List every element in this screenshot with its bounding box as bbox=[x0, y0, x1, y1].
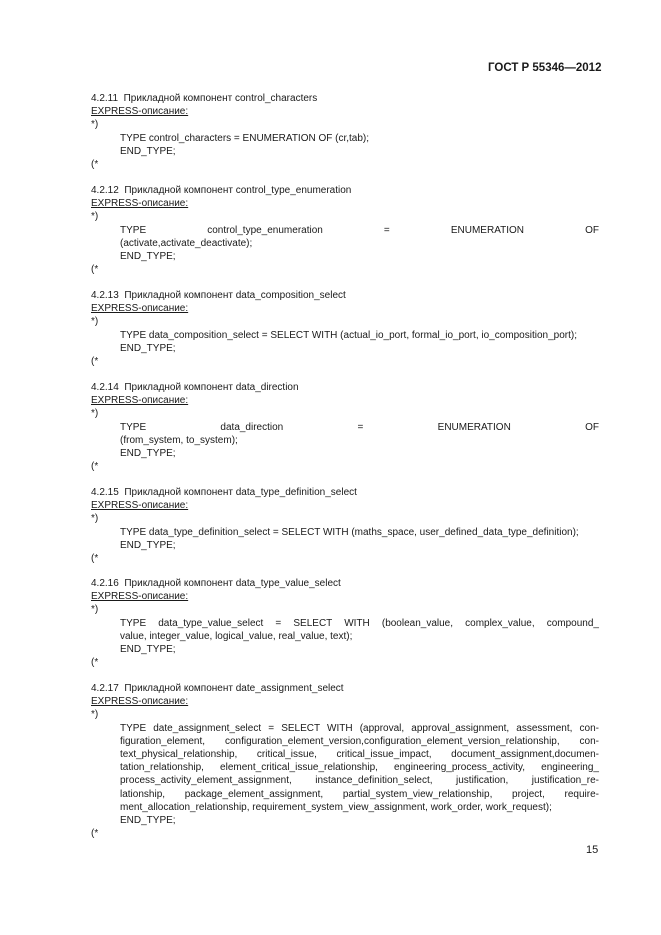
comment-close-marker: *) bbox=[91, 709, 99, 721]
express-label: EXPRESS-описание: bbox=[91, 198, 189, 210]
express-label: EXPRESS-описание: bbox=[91, 106, 189, 118]
section-title: 4.2.12 Прикладной компонент control_type_enumeration bbox=[91, 185, 352, 196]
end-type-line: END_TYPE; bbox=[120, 342, 176, 354]
express-label: EXPRESS-описание: bbox=[91, 696, 189, 708]
express-label: EXPRESS-описание: bbox=[91, 591, 189, 603]
comment-open-marker: (* bbox=[91, 264, 99, 276]
end-type-line: END_TYPE; bbox=[120, 251, 176, 262]
section-title: 4.2.15 Прикладной компонент data_type_definition_select bbox=[91, 487, 357, 498]
end-type-line: END_TYPE; bbox=[120, 644, 176, 655]
end-type-line: END_TYPE; bbox=[120, 145, 176, 157]
code-line: TYPE data_type_value_select = SELECT WITH (boolean_value, complex_value, compound_ bbox=[120, 617, 599, 629]
comment-close-marker: *) bbox=[91, 513, 99, 525]
code-line: process_activity_element_assignment, instance_definition_select, justification, justification_re- bbox=[120, 775, 599, 787]
code-line: (from_system, to_system); bbox=[120, 434, 238, 446]
code-line: TYPE control_characters = ENUMERATION OF (cr,tab); bbox=[120, 132, 370, 144]
code-line: ment_allocation_relationship, requirement_system_view_assignment, work_order, work_request); bbox=[120, 801, 552, 813]
express-label: EXPRESS-описание: bbox=[91, 395, 189, 407]
comment-close-marker: *) bbox=[91, 316, 99, 328]
code-line: value, integer_value, logical_value, real_value, text); bbox=[120, 630, 353, 642]
code-line: text_physical_relationship, critical_issue, critical_issue_impact, document_assignment,documen- bbox=[120, 749, 599, 760]
code-line: lationship, package_element_assignment, partial_system_view_relationship, project, require- bbox=[120, 788, 599, 800]
end-type-line: END_TYPE; bbox=[120, 815, 176, 826]
code-line: (activate,activate_deactivate); bbox=[120, 237, 253, 249]
code-line: TYPE data_composition_select = SELECT WITH (actual_io_port, formal_io_port, io_composition_port); bbox=[120, 329, 577, 341]
section-title: 4.2.13 Прикладной компонент data_composition_select bbox=[91, 290, 346, 301]
page-number: 15 bbox=[586, 844, 599, 856]
section-title: 4.2.14 Прикладной компонент data_direction bbox=[91, 382, 299, 393]
page-header: ГОСТ Р 55346—2012 bbox=[488, 62, 602, 74]
comment-open-marker: (* bbox=[91, 828, 99, 840]
code-line: TYPE data_type_definition_select = SELECT WITH (maths_space, user_defined_data_type_definition); bbox=[120, 526, 579, 538]
comment-close-marker: *) bbox=[91, 408, 99, 420]
comment-open-marker: (* bbox=[91, 553, 99, 564]
comment-close-marker: *) bbox=[91, 119, 99, 131]
comment-open-marker: (* bbox=[91, 461, 99, 473]
code-line: tation_relationship, element_critical_issue_relationship, engineering_process_activity, engineering_ bbox=[120, 762, 599, 774]
end-type-line: END_TYPE; bbox=[120, 448, 176, 459]
section-title: 4.2.16 Прикладной компонент data_type_value_select bbox=[91, 578, 341, 589]
comment-open-marker: (* bbox=[91, 657, 99, 669]
express-label: EXPRESS-описание: bbox=[91, 303, 189, 315]
code-line: TYPE control_type_enumeration = ENUMERATION OF bbox=[120, 224, 599, 236]
comment-close-marker: *) bbox=[91, 211, 99, 223]
comment-open-marker: (* bbox=[91, 159, 99, 170]
comment-open-marker: (* bbox=[91, 356, 99, 367]
code-line: TYPE data_direction = ENUMERATION OF bbox=[120, 421, 599, 433]
end-type-line: END_TYPE; bbox=[120, 539, 176, 551]
comment-close-marker: *) bbox=[91, 604, 99, 616]
section-title: 4.2.11 Прикладной компонент control_characters bbox=[91, 93, 318, 104]
express-label: EXPRESS-описание: bbox=[91, 500, 189, 512]
section-title: 4.2.17 Прикладной компонент date_assignment_select bbox=[91, 683, 344, 694]
code-line: TYPE date_assignment_select = SELECT WITH (approval, approval_assignment, assessment, con- bbox=[120, 722, 599, 734]
code-line: figuration_element, configuration_element_version,configuration_element_version_relationship, con- bbox=[120, 735, 599, 747]
